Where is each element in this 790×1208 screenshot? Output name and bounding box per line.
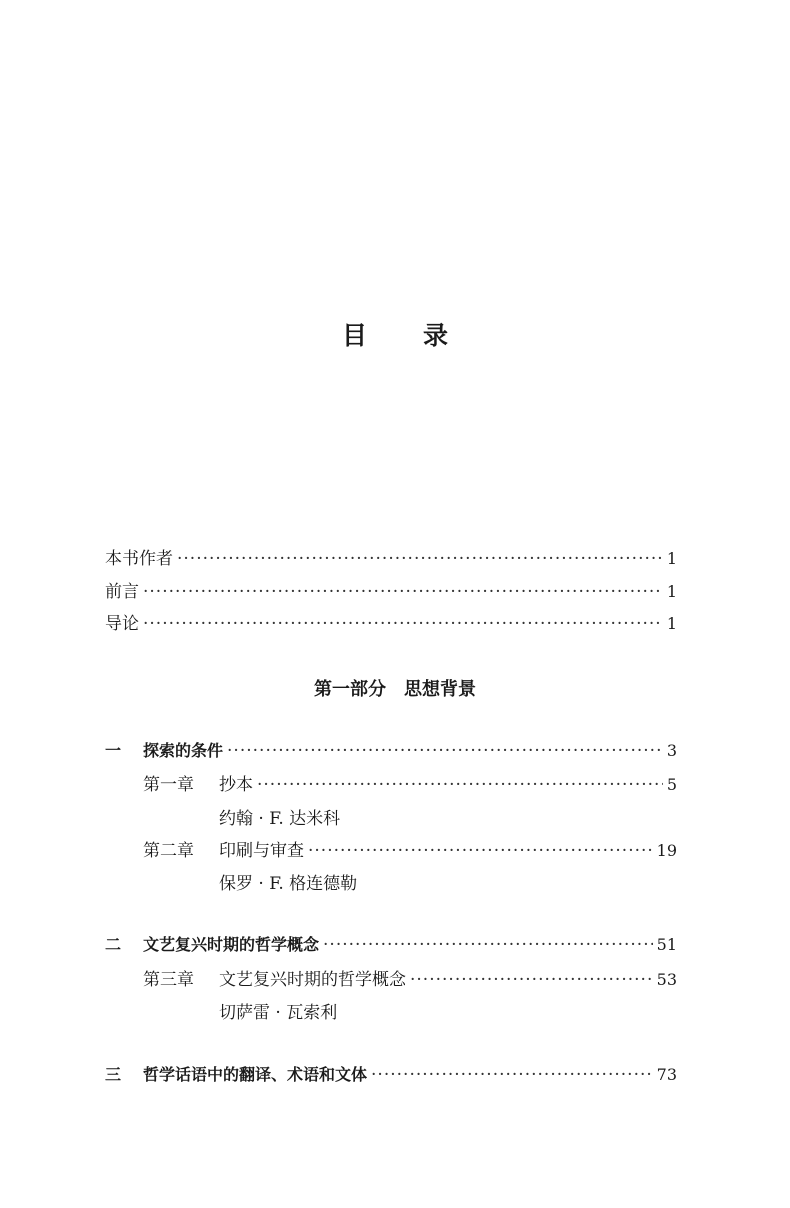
toc-entry-front[interactable]	[105, 577, 677, 602]
toc-entry-front[interactable]	[105, 609, 677, 634]
chapter-title: 抄本	[219, 775, 253, 795]
dot-leader	[143, 582, 663, 602]
toc-title-char-2: 录	[423, 321, 449, 350]
chapter-title: 印刷与审查	[219, 841, 304, 861]
chapter-title: 文艺复兴时期的哲学概念	[219, 970, 406, 990]
part-title: 第一部分 思想背景	[314, 679, 476, 700]
dot-leader	[177, 549, 663, 569]
entry-label: 前言	[105, 582, 139, 602]
entry-label: 本书作者	[105, 549, 173, 569]
entry-page: 1	[666, 549, 677, 568]
section-title: 文艺复兴时期的哲学概念	[143, 935, 320, 954]
chapter-author: 保罗 · F. 格连德勒	[219, 874, 358, 894]
dot-leader	[323, 935, 653, 955]
dot-leader	[371, 1065, 653, 1085]
toc-chapter[interactable]	[143, 965, 677, 990]
chapter-page: 19	[656, 841, 677, 860]
chapter-page: 53	[656, 970, 677, 989]
dot-leader	[257, 775, 663, 795]
toc-entry-front[interactable]	[105, 544, 677, 569]
chapter-page: 5	[666, 775, 677, 794]
chapter-number: 第一章	[143, 775, 194, 795]
toc-section[interactable]	[105, 932, 677, 955]
chapter-number: 第二章	[143, 841, 194, 861]
toc-title-char-1: 目	[341, 321, 367, 350]
dot-leader	[410, 970, 653, 990]
section-page: 73	[656, 1065, 677, 1084]
entry-label: 导论	[105, 614, 139, 634]
section-page: 3	[666, 741, 677, 760]
chapter-number: 第三章	[143, 970, 194, 990]
section-title: 探索的条件	[143, 741, 224, 760]
chapter-author: 约翰 · F. 达米科	[219, 809, 341, 829]
chapter-author: 切萨雷 · 瓦索利	[219, 1003, 338, 1023]
section-number: 三	[105, 1065, 122, 1084]
section-number: 一	[105, 741, 122, 760]
toc-chapter[interactable]	[143, 836, 677, 861]
section-title: 哲学话语中的翻译、术语和文体	[143, 1065, 368, 1084]
toc-section[interactable]	[105, 1062, 677, 1085]
dot-leader	[143, 614, 663, 634]
section-page: 51	[656, 935, 677, 954]
toc-section[interactable]	[105, 738, 677, 761]
entry-page: 1	[666, 614, 677, 633]
toc-title	[0, 316, 790, 352]
entry-page: 1	[666, 582, 677, 601]
toc-chapter[interactable]	[143, 770, 677, 795]
dot-leader	[227, 741, 663, 761]
dot-leader	[308, 841, 653, 861]
section-number: 二	[105, 935, 122, 954]
